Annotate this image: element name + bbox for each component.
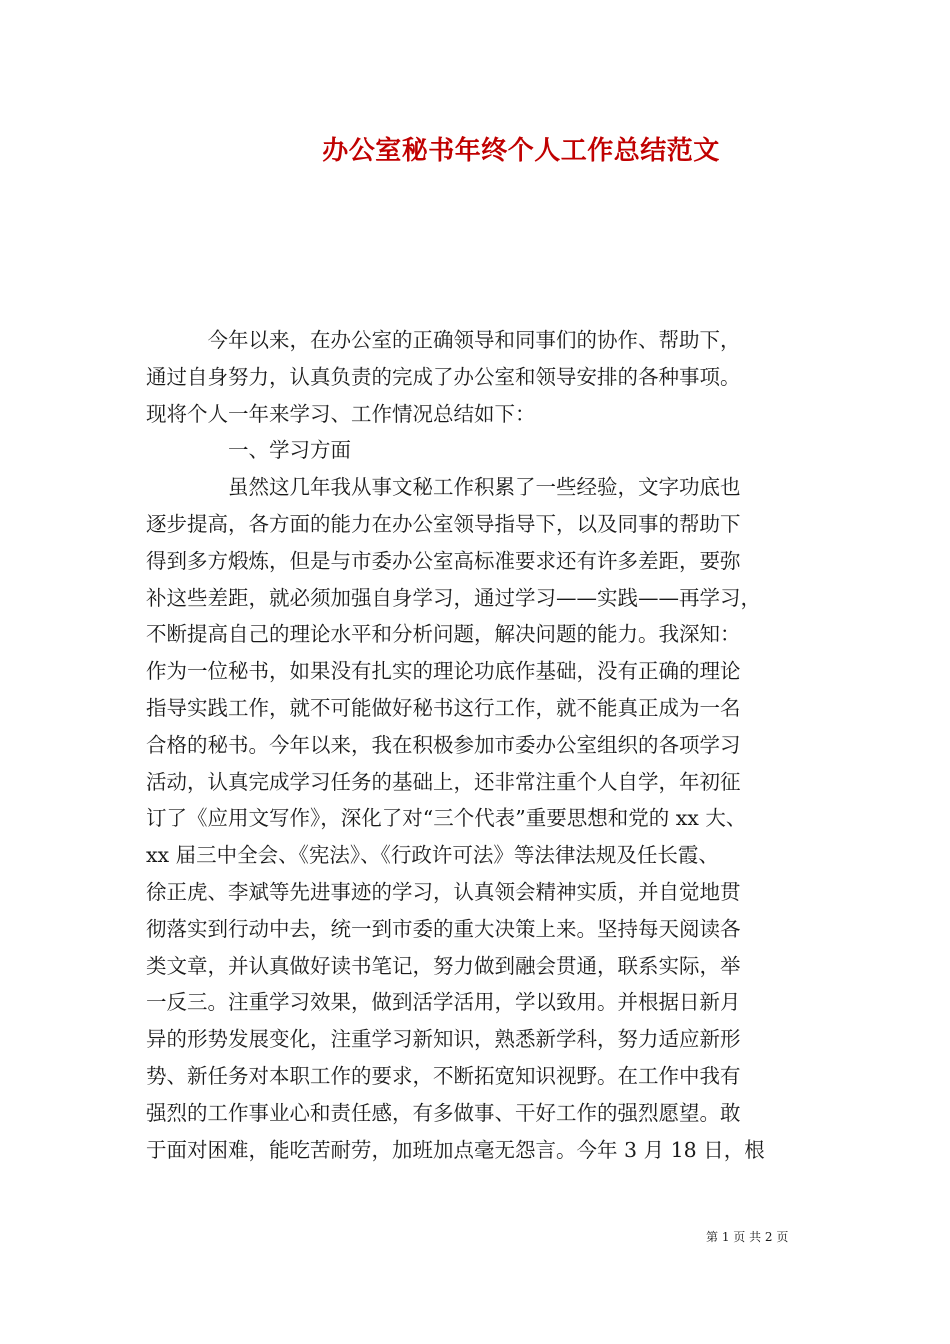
body-line: 通过自身努力，认真负责的完成了办公室和领导安排的各种事项。	[146, 364, 741, 389]
body-line: 今年以来，在办公室的正确领导和同事们的协作、帮助下，	[146, 328, 741, 352]
body-line: 合格的秘书。今年以来，我在积极参加市委办公室组织的各项学习	[146, 732, 741, 757]
body-line: 作为一位秘书，如果没有扎实的理论功底作基础，没有正确的理论	[146, 659, 741, 684]
body-line: 逐步提高，各方面的能力在办公室领导指导下，以及同事的帮助下	[146, 511, 741, 536]
body-line: 订了《应用文写作》，深化了对“三个代表”重要思想和党的 xx 大、	[146, 806, 747, 831]
body-line: 彻落实到行动中去，统一到市委的重大决策上来。坚持每天阅读各	[146, 916, 741, 941]
section-heading: 一、学习方面	[146, 438, 351, 463]
body-line: 类文章，并认真做好读书笔记，努力做到融会贯通，联系实际，举	[146, 953, 741, 978]
body-line: 徐正虎、李斌等先进事迹的学习，认真领会精神实质，并自觉地贯	[146, 879, 741, 904]
body-line: 补这些差距，就必须加强自身学习，通过学习——实践——再学习，	[146, 585, 761, 610]
document-body	[146, 322, 826, 1168]
body-line: 异的形势发展变化，注重学习新知识，熟悉新学科，努力适应新形	[146, 1027, 741, 1052]
body-line: 不断提高自己的理论水平和分析问题，解决问题的能力。我深知：	[146, 622, 741, 647]
page-number-footer: 第 1 页 共 2 页	[706, 1230, 789, 1244]
body-line: 一反三。注重学习效果，做到活学活用，学以致用。并根据日新月	[146, 990, 741, 1015]
body-line: 得到多方煅炼，但是与市委办公室高标准要求还有许多差距，要弥	[146, 548, 741, 573]
body-line: 现将个人一年来学习、工作情况总结如下：	[146, 401, 536, 426]
body-line: 于面对困难，能吃苦耐劳，加班加点毫无怨言。今年 3 月 18 日，根	[146, 1137, 765, 1162]
document-title: 办公室秘书年终个人工作总结范文	[322, 136, 720, 166]
body-line: 强烈的工作事业心和责任感，有多做事、干好工作的强烈愿望。敢	[146, 1100, 741, 1125]
body-line: 虽然这几年我从事文秘工作积累了一些经验，文字功底也	[146, 475, 741, 500]
body-line: xx 届三中全会、《宪法》、《行政许可法》等法律法规及任长霞、	[146, 843, 719, 868]
body-line: 指导实践工作，就不可能做好秘书这行工作，就不能真正成为一名	[146, 695, 741, 720]
body-line: 势、新任务对本职工作的要求，不断拓宽知识视野。在工作中我有	[146, 1063, 741, 1088]
body-line: 活动，认真完成学习任务的基础上，还非常注重个人自学，年初征	[146, 769, 741, 794]
